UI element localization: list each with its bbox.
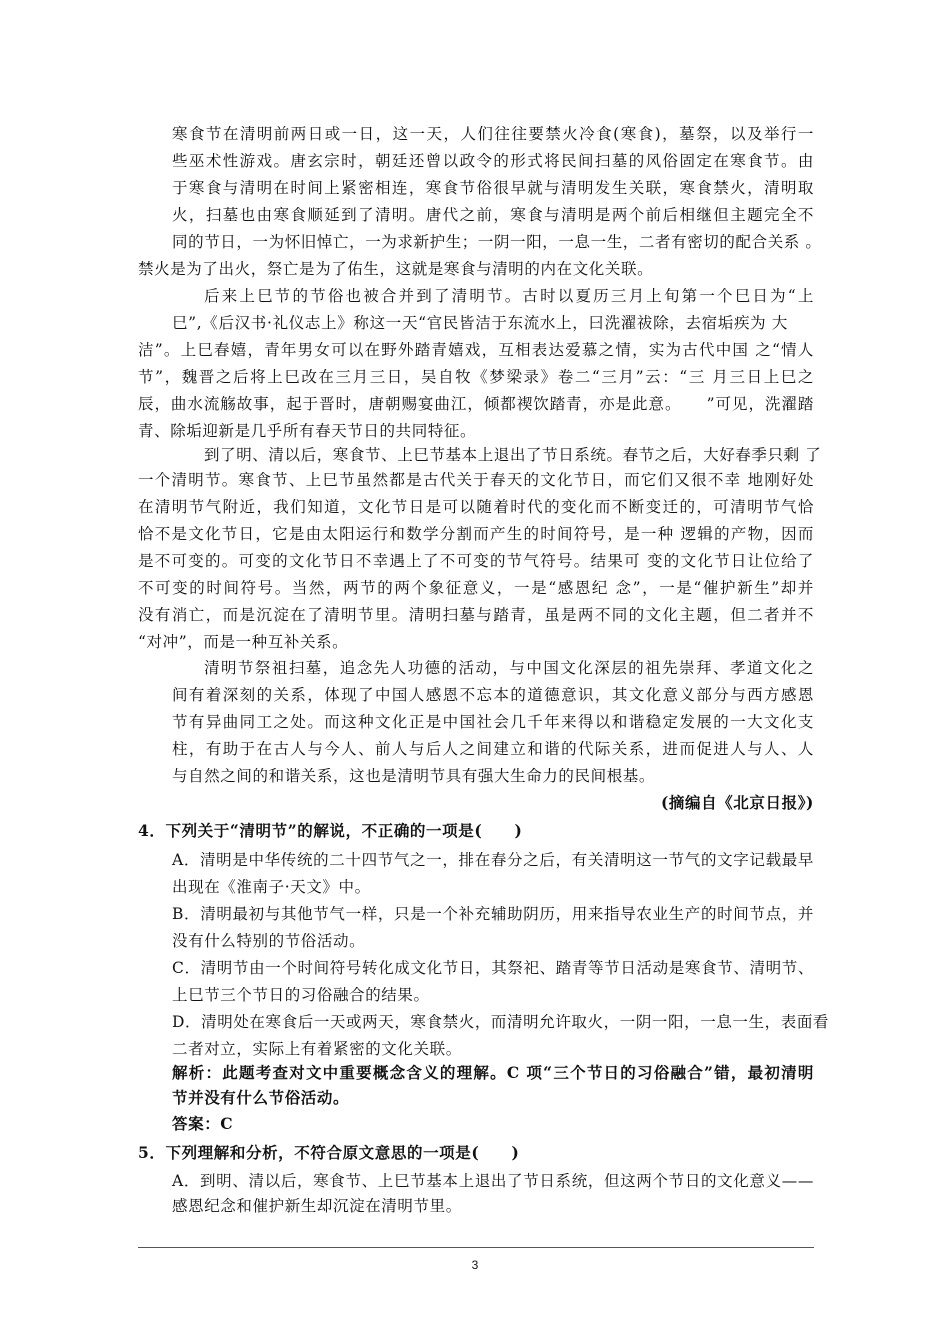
question-4-stem: 4．下列关于“清明节”的解说，不正确的一项是( ) bbox=[138, 821, 523, 840]
q4-option-c: C．清明节由一个时间符号转化成文化节日，其祭祀、踏青等节日活动是寒食节、清明节、 bbox=[172, 959, 814, 977]
q4-option-a-cont: 出现在《淮南子·天文》中。 bbox=[172, 878, 371, 896]
passage-line: 在清明节气附近，我们知道，文化节日是可以随着时代的变化而不断变迁的，可清明节气恰 bbox=[138, 498, 814, 516]
passage-line: “对冲”，而是一种互补关系。 bbox=[138, 633, 349, 651]
passage-line: 与自然之间的和谐关系，这也是清明节具有强大生命力的民间根基。 bbox=[172, 767, 656, 785]
q4-option-d: D．清明处在寒食后一天或两天，寒食禁火，而清明允许取火，一阴一阳，一息一生，表面看 bbox=[172, 1013, 830, 1031]
passage-line: 寒食节在清明前两日或一日，这一天，人们往往要禁火冷食(寒食)，墓祭，以及举行一 bbox=[172, 125, 814, 143]
passage-line: 辰，曲水流觞故事，起于晋时，唐朝赐宴曲江，倾都禊饮踏青，亦是此意。 ”可见，洗濯踏 bbox=[138, 395, 814, 413]
q4-option-a: A．清明是中华传统的二十四节气之一，排在春分之后，有关清明这一节气的文字记载最早 bbox=[172, 851, 814, 869]
q4-analysis: 解析：此题考查对文中重要概念含义的理解。C 项“三个节日的习俗融合”错，最初清明 bbox=[172, 1063, 814, 1082]
passage-line: 节有异曲同工之处。而这种文化正是中国社会几千年来得以和谐稳定发展的一大文化支 bbox=[172, 713, 814, 731]
q4-answer: 答案：C bbox=[172, 1114, 234, 1133]
passage-line: 同的节日，一为怀旧悼亡，一为求新护生；一阴一阳，一息一生，二者有密切的配合关系 。 bbox=[172, 233, 822, 251]
passage-line: 柱，有助于在古人与今人、前人与后人之间建立和谐的代际关系，进而促进人与人、人 bbox=[172, 740, 814, 758]
passage-line: 节”，魏晋之后将上巳改在三月三日，吴自牧《梦梁录》卷二“三月”云：“三 月三日上巳之 bbox=[138, 368, 814, 386]
page-number: 3 bbox=[471, 1258, 479, 1272]
q4-option-c-cont: 上巳节三个节日的习俗融合的结果。 bbox=[172, 986, 430, 1004]
passage-line: 巳”,《后汉书·礼仪志上》称这一天“官民皆洁于东流水上，曰洗濯祓除，去宿垢疾为 大 bbox=[172, 314, 788, 332]
q4-analysis-cont: 节并没有什么节俗活动。 bbox=[172, 1088, 350, 1107]
passage-line: 禁火是为了出火，祭亡是为了佑生，这就是寒食与清明的内在文化关联。 bbox=[138, 260, 654, 278]
q5-option-a: A．到明、清以后，寒食节、上巳节基本上退出了节日系统，但这两个节日的文化意义—— bbox=[172, 1172, 814, 1190]
footer-divider bbox=[138, 1247, 814, 1248]
passage-line: 于寒食与清明在时间上紧密相连，寒食节俗很早就与清明发生关联，寒食禁火，清明取 bbox=[172, 179, 814, 197]
q4-option-d-cont: 二者对立，实际上有着紧密的文化关联。 bbox=[172, 1040, 462, 1058]
passage-line: 青、除垢迎新是几乎所有春天节日的共同特征。 bbox=[138, 422, 477, 440]
passage-line: 一个清明节。寒食节、上巳节虽然都是古代关于春天的文化节日，而它们又很不幸 地刚好处 bbox=[138, 471, 814, 489]
passage-line: 不可变的时间符号。当然，两节的两个象征意义，一是“感恩纪 念”，一是“催护新生”却并 bbox=[138, 579, 814, 597]
passage-line: 些巫术性游戏。唐玄宗时，朝廷还曾以政令的形式将民间扫墓的风俗固定在寒食节。由 bbox=[172, 152, 814, 170]
question-5-stem: 5．下列理解和分析，不符合原文意思的一项是( ) bbox=[138, 1143, 520, 1162]
passage-line: 到了明、清以后，寒食节、上巳节基本上退出了节日系统。春节之后，大好春季只剩 了 bbox=[204, 446, 822, 464]
passage-line: 清明节祭祖扫墓，追念先人功德的活动，与中国文化深层的祖先崇拜、孝道文化之 bbox=[204, 659, 814, 677]
passage-line: 间有着深刻的关系，体现了中国人感恩不忘本的道德意识，其文化意义部分与西方感恩 bbox=[172, 686, 814, 704]
passage-line: 火，扫墓也由寒食顺延到了清明。唐代之前，寒食与清明是两个前后相继但主题完全不 bbox=[172, 206, 814, 224]
passage-line: 没有消亡，而是沉淀在了清明节里。清明扫墓与踏青，虽是两不同的文化主题，但二者并不 bbox=[138, 606, 814, 624]
passage-line: 洁”。上巳春嬉，青年男女可以在野外踏青嬉戏，互相表达爱慕之情，实为古代中国 之“情人 bbox=[138, 341, 814, 359]
passage-line: 是不可变的。可变的文化节日不幸遇上了不可变的节气符号。结果可 变的文化节日让位给了 bbox=[138, 552, 814, 570]
q5-option-a-cont: 感恩纪念和催护新生却沉淀在清明节里。 bbox=[172, 1197, 462, 1215]
passage-line: 后来上巳节的节俗也被合并到了清明节。古时以夏历三月上旬第一个巳日为“上 bbox=[204, 287, 814, 305]
source-citation: (摘编自《北京日报》) bbox=[660, 793, 814, 812]
q4-option-b-cont: 没有什么特别的节俗活动。 bbox=[172, 932, 366, 950]
passage-line: 恰不是文化节日，它是由太阳运行和数学分割而产生的时间符号，是一种 逻辑的产物，因而 bbox=[138, 525, 814, 543]
q4-option-b: B．清明最初与其他节气一样，只是一个补充辅助阴历，用来指导农业生产的时间节点，并 bbox=[172, 905, 814, 923]
